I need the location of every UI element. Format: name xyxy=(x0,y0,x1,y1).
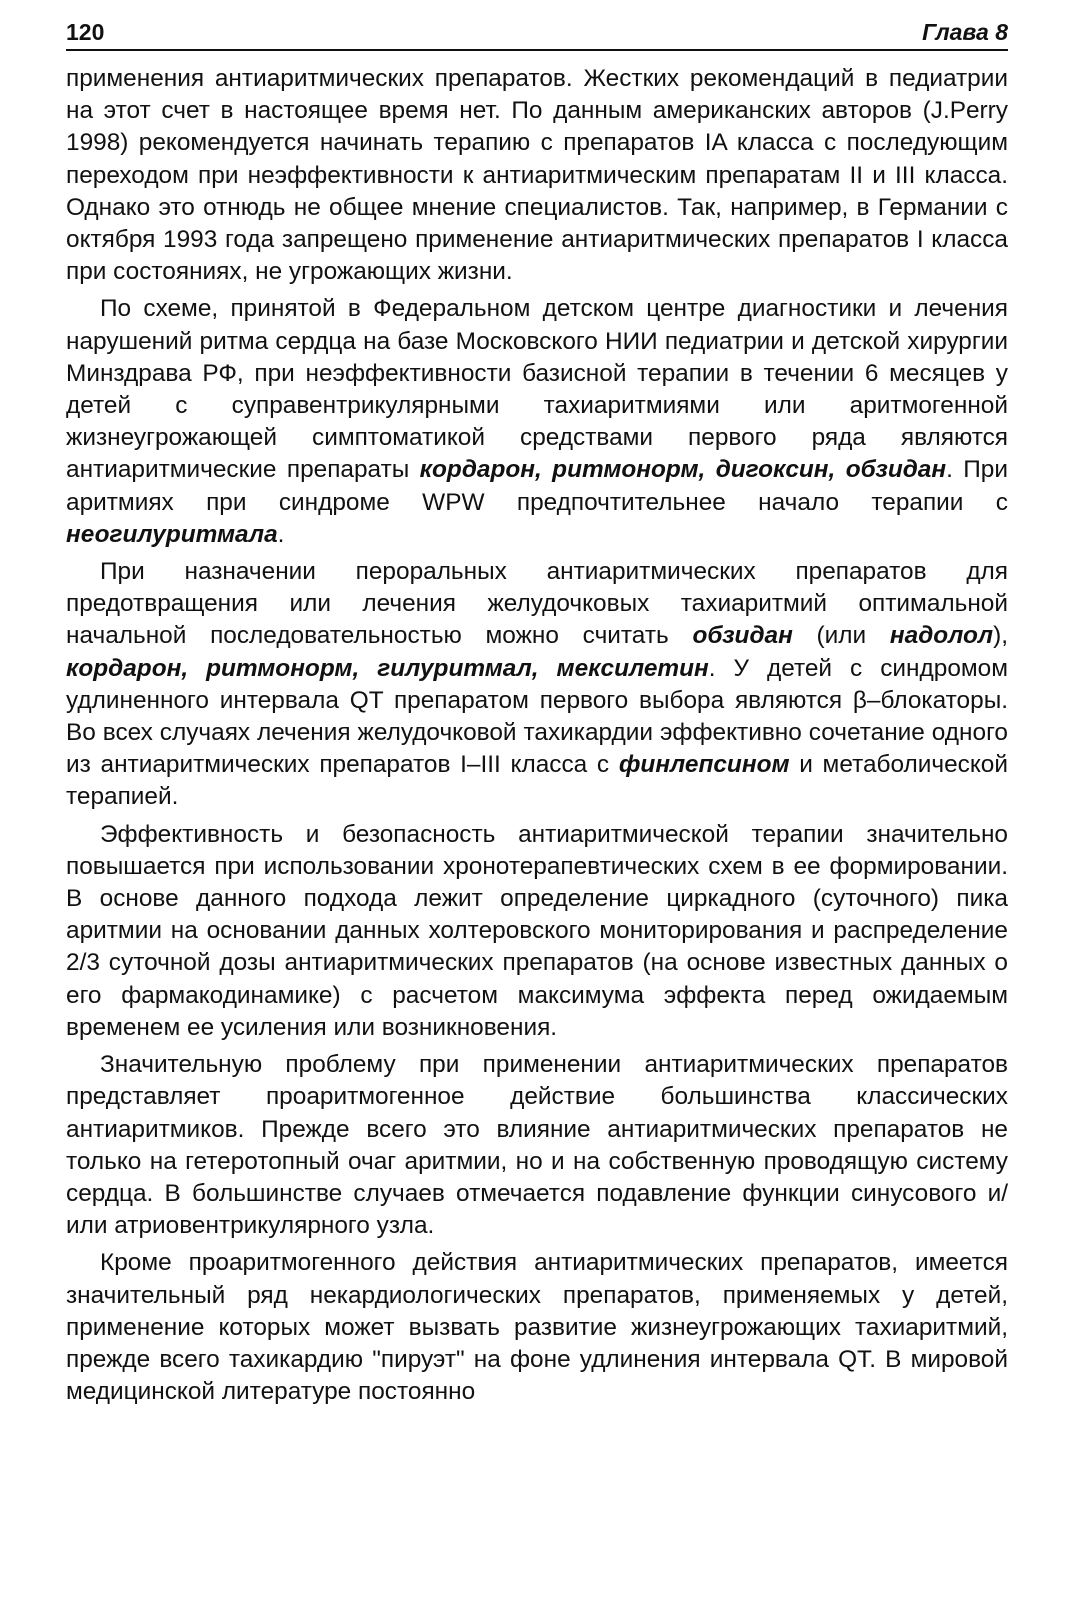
drug-names-emphasis: кордарон, ритмонорм, гилуритмал, мексилетин xyxy=(66,654,709,682)
paragraph-2-text: . При аритмиях при синдроме WPW предпочтительнее начало терапии с xyxy=(66,456,1008,516)
paragraph-2 xyxy=(66,293,1008,551)
drug-name-emphasis: финлепсином xyxy=(618,751,790,779)
page-number: 120 xyxy=(66,19,105,45)
paragraph-1: применения антиаритмических препаратов. Жестких рекомендаций в педиатрии на этот счет в настоящее время нет. По данным американских авторов (J.Perry 1998) рекомендуется начинать терапию с препаратов IA класса с последующим переходом при неэффективности к антиаритмическим препаратам II и III класса. Однако это отнюдь не общее мнение специалистов. Так, например, в Германии с октября 1993 года запрещено применение антиаритмических препаратов I класса при состояниях, не угрожающих жизни. xyxy=(66,65,1008,286)
drug-name-emphasis: надолол xyxy=(889,622,994,650)
running-head xyxy=(66,18,1008,51)
paragraph-5: Значительную проблему при применении антиаритмических препаратов представляет проаритмогенное действие большинства классических антиаритмиков. Прежде всего это влияние антиаритмических препаратов не только на гетеротопный очаг аритмии, но и на собственную проводящую систему сердца. В большинстве случаев отмечается подавление функции синусового и/или атриовентрикулярного узла. xyxy=(66,1051,1008,1240)
paragraph-3-text: При назначении пероральных антиаритмических препаратов для предотвращения или лечения желудочковых тахиаритмий оптимальной начальной последовательностью можно считать xyxy=(66,558,1008,650)
body-text xyxy=(66,63,1008,1408)
paragraph-3-text: ), xyxy=(993,622,1008,650)
paragraph-6: Кроме проаритмогенного действия антиаритмических препаратов, имеется значительный ряд некардиологических препаратов, применяемых у детей, применение которых может вызвать развитие жизнеугрожающих тахиаритмий, прежде всего тахикардию "пируэт" на фоне удлинения интервала QT. В мировой медицинской литературе постоянно xyxy=(66,1249,1008,1406)
drug-name-emphasis: обзидан xyxy=(692,622,793,650)
drug-names-emphasis: кордарон, ритмонорм, дигоксин, обзидан xyxy=(419,456,947,484)
paragraph-4: Эффективность и безопасность антиаритмической терапии значительно повышается при использовании хронотерапевтических схем в ее формировании. В основе данного подхода лежит определение циркадного (суточного) пика аритмии на основании данных холтеровского мониторирования и распределение 2/3 суточной дозы антиаритмических препаратов (на основе известных данных о его фармакодинамике) с расчетом максимума эффекта перед ожидаемым временем ее усиления или возникновения. xyxy=(66,820,1008,1041)
paragraph-3-text: и метаболической терапией. xyxy=(66,751,1008,811)
drug-name-emphasis: неогилуритмала xyxy=(66,520,278,548)
paragraph-3 xyxy=(66,556,1008,814)
book-page xyxy=(66,18,1008,1413)
chapter-title: Глава 8 xyxy=(922,19,1008,45)
paragraph-2-text: . xyxy=(277,520,285,548)
paragraph-3-text: . У детей с синдромом удлиненного интервала QT препаратом первого выбора являются β–блокаторы. Во всех случаях лечения желудочковой тахикардии эффективно сочетание одного из антиаритмических препаратов I–III класса с xyxy=(66,654,1008,779)
paragraph-2-text: По схеме, принятой в Федеральном детском центре диагностики и лечения нарушений ритма сердца на базе Московского НИИ педиатрии и детской хирургии Минздрава РФ, при неэффективности базисной терапии в течении 6 месяцев у детей с суправентрикулярными тахиаритмиями или аритмогенной жизнеугрожающей симптоматикой средствами первого ряда являются антиаритмические препараты xyxy=(66,295,1008,484)
paragraph-3-text: (или xyxy=(792,622,890,650)
